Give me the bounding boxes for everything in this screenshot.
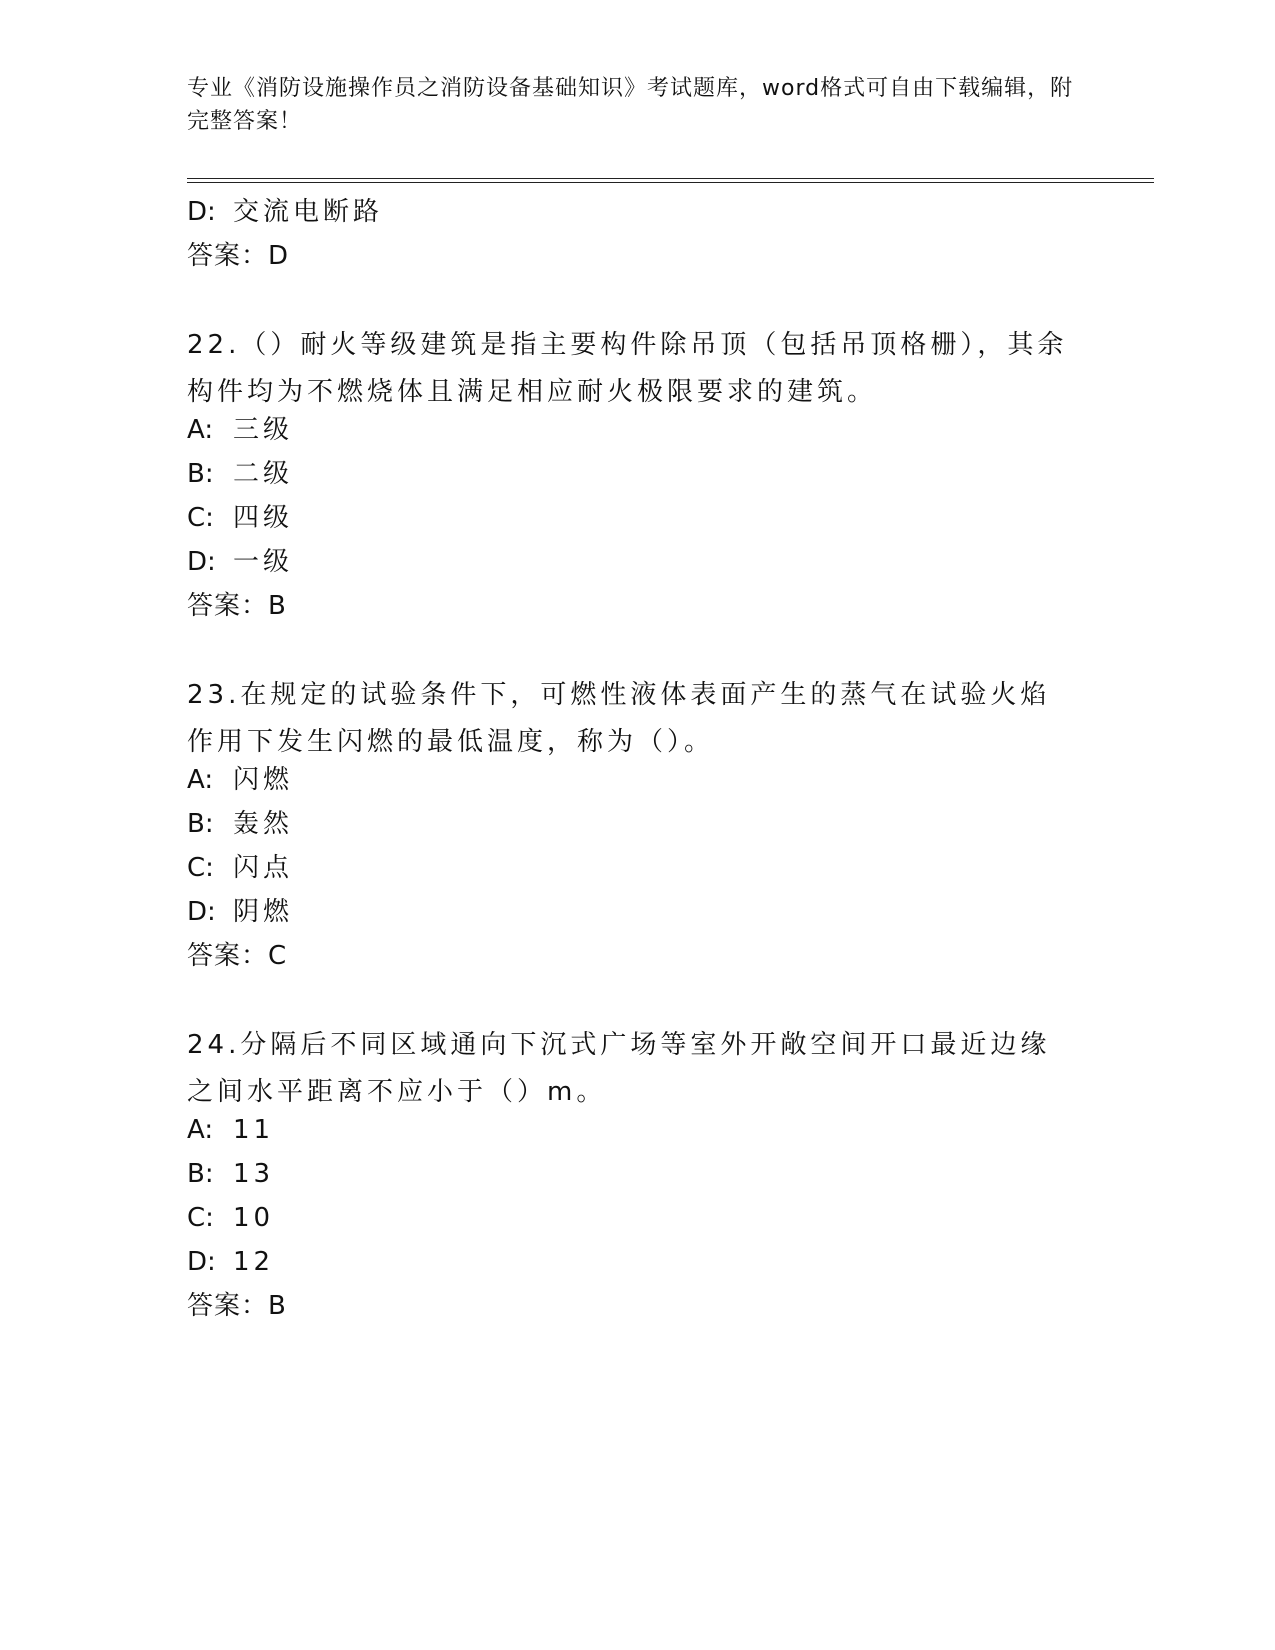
answer-line [187,590,290,622]
answer-label: 答案： [187,591,269,621]
question-number: 23. [187,680,241,710]
option-d [187,546,293,578]
header-divider-bottom [187,182,1154,183]
answer-value: D [268,241,293,271]
option-text: 10 [233,1203,275,1233]
option-a [187,764,293,796]
question-number: 24. [187,1030,241,1060]
option-key: C: [187,853,214,883]
answer-label: 答案： [187,941,269,971]
option-key: B: [187,1159,214,1189]
question-23 [187,672,1077,766]
document-header: 专业《消防设施操作员之消防设备基础知识》考试题库，word格式可自由下载编辑，附完整答案！ [187,76,1074,134]
option-key: D: [187,1247,216,1277]
option-key: B: [187,459,214,489]
option-d [187,896,293,928]
option-text: 13 [233,1159,275,1189]
option-b [187,458,293,490]
option-text: 阴燃 [233,897,294,927]
option-key: A: [187,765,214,795]
answer-value: C [268,941,291,971]
question-text: （）耐火等级建筑是指主要构件除吊顶（包括吊顶格栅），其余构件均为不燃烧体且满足相应耐火极限要求的建筑。 [187,330,1068,407]
option-d [187,196,383,228]
question-text: 分隔后不同区域通向下沉式广场等室外开敞空间开口最近边缘之间水平距离不应小于（）m。 [187,1030,1051,1107]
option-text: 11 [233,1115,275,1145]
question-text: 在规定的试验条件下，可燃性液体表面产生的蒸气在试验火焰作用下发生闪燃的最低温度，称为（）。 [187,680,1051,757]
option-text: 闪点 [233,853,294,883]
question-24 [187,1022,1077,1116]
question-number: 22. [187,330,241,360]
answer-label: 答案： [187,241,269,271]
option-c [187,502,293,534]
option-key: C: [187,503,214,533]
option-key: A: [187,1115,214,1145]
option-key: C: [187,1203,214,1233]
option-a [187,1114,274,1146]
header-divider-top [187,178,1154,179]
option-text: 三级 [233,415,294,445]
option-text: 四级 [233,503,294,533]
option-b [187,1158,274,1190]
answer-line [187,940,290,972]
option-key: D: [187,897,216,927]
answer-label: 答案： [187,1291,269,1321]
option-text: 轰然 [233,809,294,839]
answer-value: B [268,1291,290,1321]
question-22 [187,322,1077,416]
option-text: 闪燃 [233,765,294,795]
option-text: 二级 [233,459,294,489]
answer-line [187,1290,290,1322]
option-text: 一级 [233,547,294,577]
option-key: D: [187,197,216,227]
option-b [187,808,293,840]
option-d [187,1246,274,1278]
option-text: 12 [233,1247,275,1277]
option-a [187,414,293,446]
option-key: B: [187,809,214,839]
option-text: 交流电断路 [233,197,384,227]
answer-line [187,240,292,272]
option-key: A: [187,415,214,445]
option-key: D: [187,547,216,577]
option-c [187,1202,274,1234]
option-c [187,852,293,884]
answer-value: B [268,591,290,621]
